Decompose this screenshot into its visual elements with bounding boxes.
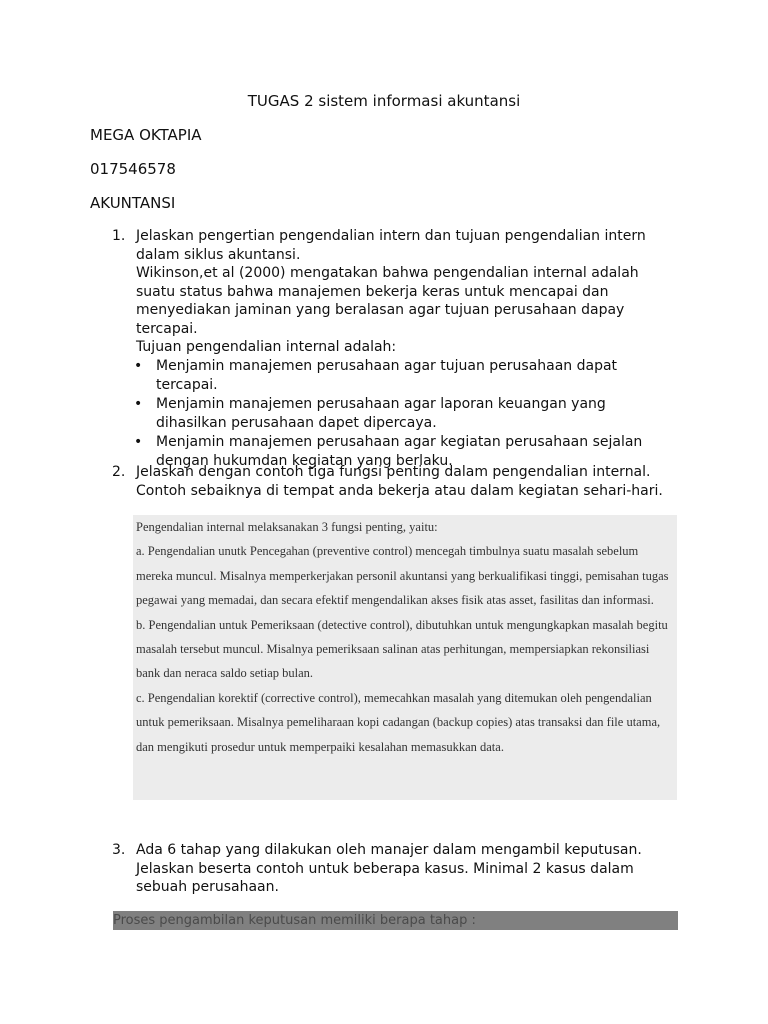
- answer-3-heading-bar: Proses pengambilan keputusan memiliki berapa tahap :: [113, 911, 678, 930]
- list-item: • Menjamin manajemen perusahaan agar kegiatan perusahaan sejalan dengan hukumdan kegiatan yang berlaku.: [156, 433, 672, 471]
- list-item: • Menjamin manajemen perusahaan agar tujuan perusahaan dapat tercapai.: [156, 357, 672, 395]
- answer-intro: Pengendalian internal melaksanakan 3 fungsi penting, yaitu:: [136, 520, 438, 534]
- answer-point-a: a. Pengendalian unutk Pencegahan (preventive control) mencegah timbulnya suatu masalah sebelum mereka muncul. Misalnya memperkerjakan personil akuntansi yang berkualifikasi tinggi, pemisahan tugas pegawai yang memadai, dan secara efektif mengendalikan akses fisik atas asset, fasilitas dan informasi.: [136, 544, 669, 608]
- goals-heading: Tujuan pengendalian internal adalah:: [136, 339, 397, 355]
- list-item: • Menjamin manajemen perusahaan agar laporan keuangan yang dihasilkan perusahaan dapet dipercaya.: [156, 395, 672, 433]
- goals-list: [112, 357, 672, 471]
- answer-text: Wikinson,et al (2000) mengatakan bahwa pengendalian internal adalah suatu status bahwa manajemen bekerja keras untuk mencapai dan menyediakan jaminan yang beralasan agar tujuan perusahaan dapay tercapai.: [136, 265, 639, 337]
- question-number: 2.: [112, 464, 126, 480]
- question-number: 1.: [112, 228, 126, 244]
- answer-point-c: c. Pengendalian korektif (corrective control), memecahkan masalah yang ditemukan oleh pengendalian untuk pemeriksaan. Misalnya pemeliharaan kopi cadangan (backup copies) atas transaksi dan file utama, dan mengikuti prosedur untuk memperpaiki kesalahan memasukkan data.: [136, 690, 661, 754]
- question-text: Jelaskan dengan contoh tiga fungsi penting dalam pengendalian internal. Contoh sebaiknya di tempat anda bekerja atau dalam kegiatan sehari-hari.: [136, 464, 663, 499]
- question-1: [112, 227, 672, 471]
- student-id: 017546578: [90, 160, 176, 178]
- question-2: [112, 463, 672, 500]
- question-text: Jelaskan pengertian pengendalian intern dan tujuan pengendalian intern dalam siklus akuntansi.: [136, 228, 646, 263]
- question-3: [112, 841, 672, 897]
- answer-point-b: b. Pengendalian untuk Pemeriksaan (detective control), dibutuhkan untuk mengungkapkan masalah begitu masalah tersebut muncul. Misalnya pemeriksaan salinan atas perhitungan, mempersiapkan rekonsiliasi bank dan neraca saldo setiap bulan.: [136, 617, 668, 681]
- question-number: 3.: [112, 842, 126, 858]
- department: AKUNTANSI: [90, 194, 176, 212]
- question-text: Ada 6 tahap yang dilakukan oleh manajer dalam mengambil keputusan. Jelaskan beserta contoh untuk beberapa kasus. Minimal 2 kasus dalam sebuah perusahaan.: [136, 842, 642, 895]
- answer-2-quote-block: [133, 515, 677, 800]
- student-name: MEGA OKTAPIA: [90, 126, 202, 144]
- document-title: TUGAS 2 sistem informasi akuntansi: [247, 92, 521, 110]
